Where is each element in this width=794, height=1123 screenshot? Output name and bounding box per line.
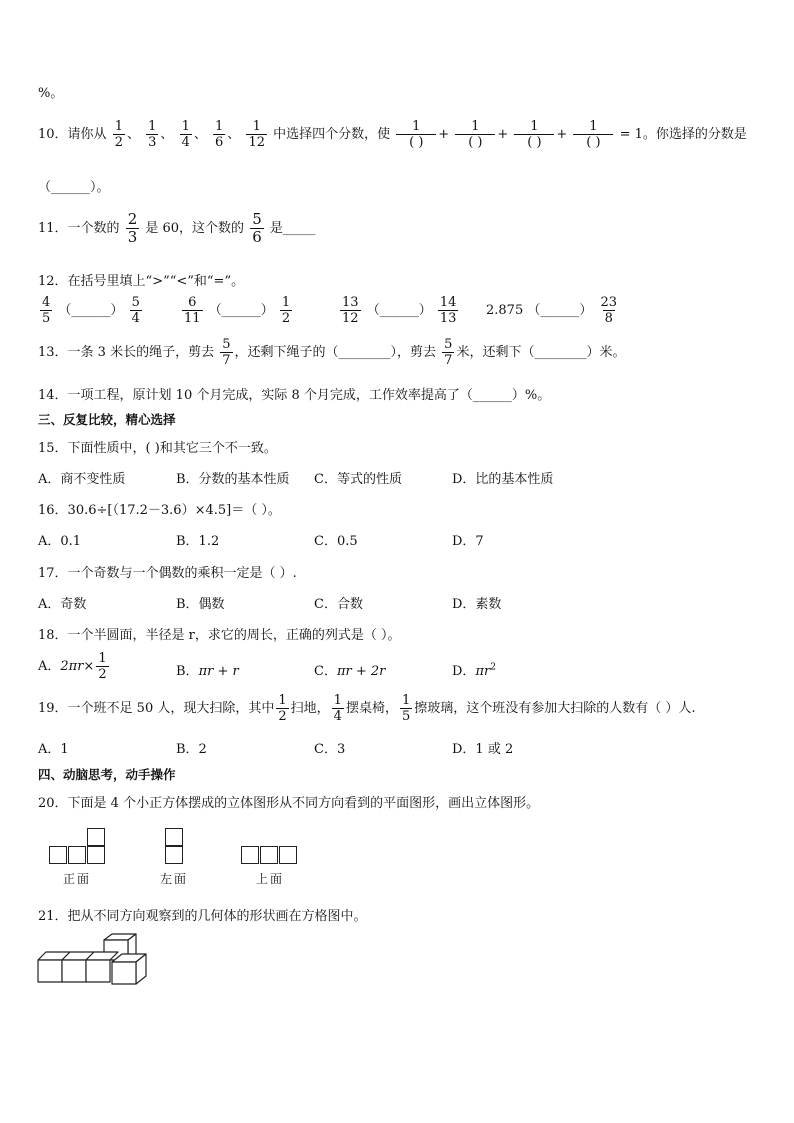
blank-fraction[interactable]: $\frac{1}{( )}$ — [514, 120, 554, 149]
q18-option-c[interactable]: C．πr + 2r — [314, 664, 386, 679]
question-16: 16．30.6÷[（17.2－3.6）×4.5]＝（ ）。 — [38, 503, 281, 518]
isometric-cubes-figure — [36, 932, 154, 986]
fraction: $\frac{1}{2}$ — [278, 693, 287, 724]
q17-option-d[interactable]: D．素数 — [452, 597, 502, 612]
fraction: $\frac{1}{2}$ — [98, 651, 107, 682]
fraction: $\frac{1}{4}$ — [333, 693, 342, 724]
front-view-figure — [50, 828, 110, 868]
fraction: $\frac{1}{3}$ — [148, 119, 157, 150]
q16-option-d[interactable]: D．7 — [452, 534, 484, 549]
q10-suffix: 。你选择的分数是 — [642, 127, 747, 142]
fraction: $\frac{2}{3}$ — [127, 210, 138, 246]
q18-option-b[interactable]: B．πr + r — [176, 664, 239, 679]
q10-mid: 中选择四个分数，使 — [273, 127, 391, 142]
question-18: 18．一个半圆面，半径是 r，求它的周长，正确的列式是（ ）。 — [38, 628, 401, 643]
fraction: $\frac{23}{8}$ — [600, 295, 618, 326]
top-fragment: %。 — [38, 86, 64, 101]
fraction: $\frac{6}{11}$ — [184, 295, 201, 326]
question-20: 20．下面是 4 个小正方体摆成的立体图形从不同方向看到的平面图形，画出立体图形。 — [38, 796, 540, 811]
fraction: $\frac{5}{7}$ — [444, 337, 453, 368]
fraction: $\frac{13}{12}$ — [342, 295, 359, 326]
fraction: $\frac{1}{2}$ — [281, 295, 291, 326]
q12-item-2 — [180, 296, 294, 325]
q16-option-b[interactable]: B．1.2 — [176, 534, 220, 549]
question-17: 17．一个奇数与一个偶数的乘积一定是（ ）. — [38, 566, 297, 581]
question-21: 21．把从不同方向观察到的几何体的形状画在方格图中。 — [38, 909, 367, 924]
fraction: $\frac{1}{4}$ — [181, 119, 190, 150]
q11-suffix[interactable]: 是_____ — [269, 221, 316, 236]
left-view-figure — [166, 828, 186, 868]
section-4-heading: 四、动脑思考，动手操作 — [38, 767, 176, 782]
q19-option-b[interactable]: B．2 — [176, 742, 207, 757]
question-19: 19．一个班不足 50 人，现大扫除，其中 $\frac{1}{2}$ 扫地， $\frac{1}{4}$ 摆桌椅， $\frac{1}{5}$ 擦玻璃，这个班没有参加大扫除的人数有（ ）人. — [38, 693, 696, 724]
q19-option-d[interactable]: D．1 或 2 — [452, 742, 514, 757]
q16-option-c[interactable]: C．0.5 — [314, 534, 358, 549]
q10-answer-line[interactable]: （______）。 — [38, 180, 110, 195]
q12-blank[interactable]: （______） — [366, 303, 432, 318]
question-10: 10．请你从 $\frac{1}{2}$ 、 $\frac{1}{3}$ 、 $\frac{1}{4}$ 、 $\frac{1}{6}$ 、 $\frac{1}{12}$ 中选择四个分数，使 $\frac{1}{( )}$ + $\frac{1}{( )}$ + $\frac{1}{( )}$ + $\frac{1}{( )}$ = 1。你选择的分数是 — [38, 119, 747, 150]
q15-option-d[interactable]: D．比的基本性质 — [452, 472, 554, 487]
section-3-heading: 三、反复比较，精心选择 — [38, 412, 176, 427]
question-13: 13．一条 3 米长的绳子，剪去 $\frac{5}{7}$ ，还剩下绳子的（________），剪去 $\frac{5}{7}$ 米，还剩下（________）米。 — [38, 337, 626, 368]
fraction: $\frac{1}{12}$ — [248, 119, 265, 150]
left-view-label: 左面 — [160, 872, 189, 886]
top-view-figure — [242, 846, 302, 866]
q11-mid: 是 60，这个数的 — [145, 221, 245, 236]
q15-option-a[interactable]: A．商不变性质 — [38, 472, 126, 487]
fraction: $\frac{5}{4}$ — [131, 295, 140, 326]
q19-option-c[interactable]: C．3 — [314, 742, 346, 757]
q12-item-4 — [486, 296, 621, 325]
q19-option-a[interactable]: A．1 — [38, 742, 69, 757]
q13-blank-1[interactable]: ，还剩下绳子的（________），剪去 — [234, 345, 437, 360]
q12-blank[interactable]: （______） — [58, 303, 124, 318]
q18-option-a[interactable]: A．2πr× $\frac{1}{2}$ — [38, 651, 107, 682]
fraction: $\frac{4}{5}$ — [42, 295, 51, 326]
q13-blank-2[interactable]: 米，还剩下（________）米。 — [456, 345, 626, 360]
q18-option-d[interactable]: D．$\pi r^2$ — [452, 662, 496, 679]
blank-fraction[interactable]: $\frac{1}{( )}$ — [573, 120, 613, 149]
q17-option-b[interactable]: B．偶数 — [176, 597, 225, 612]
question-12: 12．在括号里填上“>”“<”和“=”。 — [38, 274, 245, 289]
q10-equals: = 1 — [619, 127, 643, 142]
q12-blank[interactable]: （______） — [527, 303, 593, 318]
q12-item-3 — [338, 296, 460, 325]
fraction: $\frac{1}{2}$ — [114, 119, 123, 150]
q12-decimal: 2.875 — [486, 303, 524, 318]
q12-item-1 — [38, 296, 144, 325]
question-15: 15．下面性质中，( )和其它三个不一致。 — [38, 441, 277, 456]
question-14: 14．一项工程，原计划 10 个月完成，实际 8 个月完成，工作效率提高了（______）%。 — [38, 388, 551, 403]
q11-prefix: 11．一个数的 — [38, 221, 120, 236]
question-11 — [38, 212, 315, 245]
fraction: $\frac{5}{6}$ — [252, 210, 262, 246]
fraction: $\frac{14}{13}$ — [439, 295, 457, 326]
blank-fraction[interactable]: $\frac{1}{( )}$ — [455, 120, 495, 149]
fraction: $\frac{1}{5}$ — [401, 693, 411, 724]
top-view-label: 上面 — [256, 872, 285, 886]
front-view-label: 正面 — [63, 872, 92, 886]
fraction: $\frac{1}{6}$ — [215, 119, 224, 150]
q12-blank[interactable]: （______） — [208, 303, 274, 318]
q17-option-c[interactable]: C．合数 — [314, 597, 363, 612]
blank-fraction[interactable]: $\frac{1}{( )}$ — [396, 120, 436, 149]
q15-option-b[interactable]: B．分数的基本性质 — [176, 472, 290, 487]
q17-option-a[interactable]: A．奇数 — [38, 597, 87, 612]
q10-prefix: 10．请你从 — [38, 127, 107, 142]
q16-option-a[interactable]: A．0.1 — [38, 534, 82, 549]
fraction: $\frac{5}{7}$ — [222, 337, 231, 368]
q15-option-c[interactable]: C．等式的性质 — [314, 472, 402, 487]
